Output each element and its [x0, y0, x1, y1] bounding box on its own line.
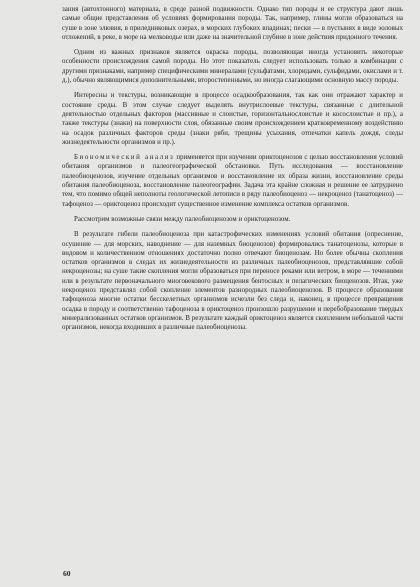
paragraph-2: Одним из важных признаков является окраска породы, позволяющая иногда установить некоторые особенности происхождения самой породы. Но этот показатель следует использовать только в комбинации с другими признаками, например специфическими минералами (сульфатами, хлоридами, сульфидами, окислами и т. д.), обычно являющимися дополнительными, второстепенными, но иногда слагающими основную массу породы. — [62, 49, 403, 85]
spaced-term: Биономический анализ — [74, 154, 175, 162]
paragraph-4-rest: применяется при изучении ориктоценозов с целью восстановления условий обитания организмов и палеогеографической обстановки. Путь исследования — восстановление палеобиоценозов, изучение отдельных организмов и восстановление их образа жизни, восстановление среды обитания палеобиоценоза, восстановление палеогеографии. Задача эта крайне сложная и решение ее затруднено тем, что помимо общей неполноты геологической летописи в ряду палеобиоценоз — некроценоз (танатоценоз) — тафоценоз — ориктоценоз происходит существенное изменение комплекса остатков организмов. — [62, 154, 403, 208]
page-number: 60 — [63, 569, 71, 578]
paragraph-1: зания (автохтонного) материала, в среде разной подвижности. Однако тип породы и ее структура дают лишь самые общие представления об условиях формирования породы. Так, например, глины могли образоваться на суше в зоне элювия, в приледниковых озерах, в морских глубоких впадинах; пески — в пустынях в виде эоловых отложений, в реке, в море на мелководье или даже на значительной глубине в зоне действия придонного течения. — [62, 6, 403, 41]
paragraph-4 — [62, 153, 403, 209]
paragraph-3: Интересны и текстуры, возникающие в процессе осадкообразования, так как они отражают характер и состояние среды. В этом случае следует выделять внутрислоевые текстуры, связанные с длительной деятельностью отдельных факторов (массивные и слоистые, горизонтальнослоистые и косослоистые и пр.), а также текстуры (знаки) на поверхности слоя, обязанные своим происхождением кратковременному воздействию на осадок различных факторов среды (знаки ряби, трещины усыхания, отпечатки капель дождя, следы жизнедеятельности организмов и пр.). — [62, 92, 403, 146]
paragraph-5: Рассмотрим возможные связи между палеобиоценозом и ориктоценозом. — [74, 215, 291, 223]
paragraph-6: В результате гибели палеобиоценоза при катастрофических изменениях условий обитания (опреснение, осушение — для морских, наводнение — для наземных биоценозов) формировались танатоценозы, которые в видовом и количественном отношениях достаточно полно отвечают биоценозам. Но более обычны скопления остатков организмов в следах их жизнедеятельности из различных палеобиоценозов, представлявшие собой некроценозы; на суше такие скопления могли образоваться при переносе реками или ветром, в море — течениями или в результате первоначального многовекового размещения бентосных и пелагических биоценозов. Итак, уже некроценоз представлял собой скопление элементов разнородных палеобиоценозов. В процессе образования тафоценоза многие остатки бесскелетных организмов исчезли без следа и, наконец, в процессе превращения осадка в породу и соответственно тафоценоза в ориктоценоз произошло разрушение и перебобразование твердых минерализованных остатков организмов. В результате каждый ориктоценоз является скоплением небольшой части организмов, некогда входивших в различные палеобиоценозы. — [62, 231, 403, 332]
